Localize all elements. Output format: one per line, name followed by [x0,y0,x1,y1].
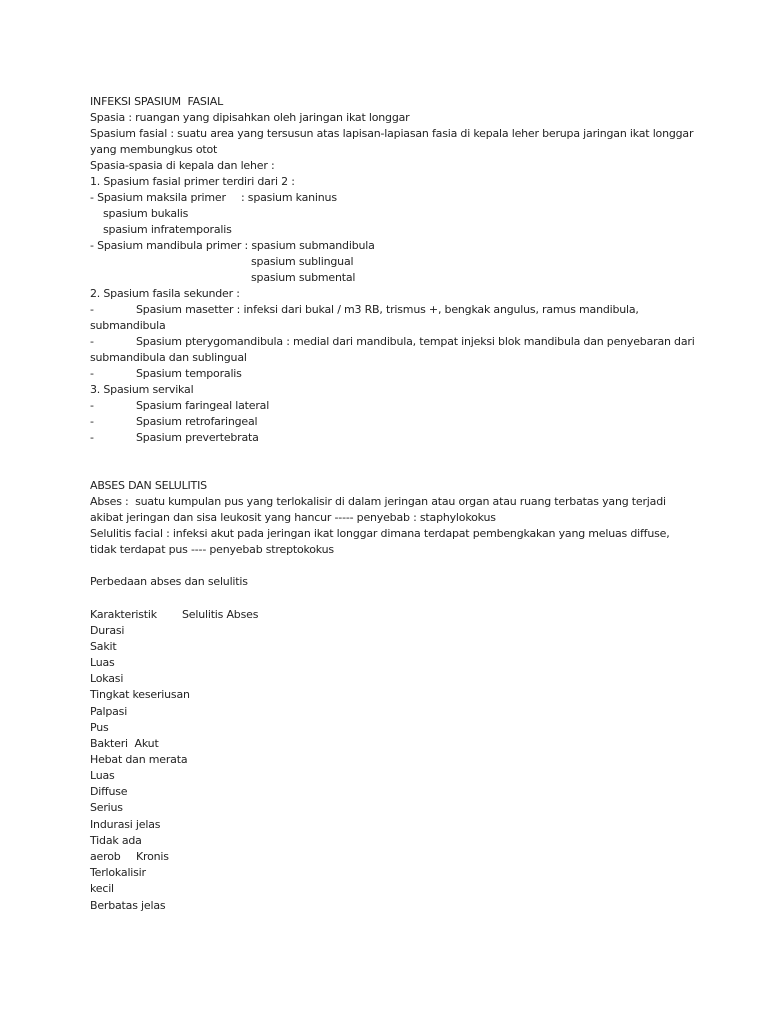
text-line: Perbedaan abses dan selulitis [90,575,248,588]
text-line: spasium sublingual [251,255,354,268]
table-row: Bakteri Akut [90,737,159,750]
text-line: - Spasium mandibula primer : spasium submandibula [90,239,375,252]
table-row: Serius [90,801,123,814]
text-line: Spasia : ruangan yang dipisahkan oleh jaringan ikat longgar [90,111,410,124]
text-line: Spasium temporalis [136,367,242,380]
text-line: - Spasium maksila primer [90,191,226,204]
text-line: Abses : suatu kumpulan pus yang terlokalisir di dalam jeringan atau organ atau ruang terbatas yang terjadi [90,495,666,508]
bullet-dash: - [90,335,94,348]
text-line: akibat jeringan dan sisa leukosit yang hancur ----- penyebab : staphylokokus [90,511,496,524]
text-line: 1. Spasium fasial primer terdiri dari 2 : [90,175,295,188]
text-line: Spasium fasial : suatu area yang tersusun atas lapisan-lapiasan fasia di kepala leher berupa jaringan ikat longgar [90,127,694,140]
table-row: Berbatas jelas [90,899,166,912]
text-line: submandibula [90,319,166,332]
table-row: aerob [90,850,121,863]
text-line: : spasium kaninus [241,191,337,204]
table-row: Diffuse [90,785,128,798]
table-row: Sakit [90,640,117,653]
table-header-karakteristik: Karakteristik [90,608,157,621]
table-row: Luas [90,769,115,782]
bullet-dash: - [90,367,94,380]
text-line: Selulitis facial : infeksi akut pada jeringan ikat longgar dimana terdapat pembengkakan yang meluas diffuse, [90,527,670,540]
bullet-dash: - [90,415,94,428]
text-line: 2. Spasium fasila sekunder : [90,287,240,300]
table-row-value: Kronis [136,850,169,863]
table-row: Hebat dan merata [90,753,188,766]
text-line: Spasium pterygomandibula : medial dari mandibula, tempat injeksi blok mandibula dan penyebaran dari [136,335,695,348]
table-row: Tidak ada [90,834,142,847]
text-line: spasium infratemporalis [103,223,232,236]
text-line: Spasium prevertebrata [136,431,259,444]
table-row: Terlokalisir [90,866,146,879]
text-line: spasium submental [251,271,356,284]
table-row: Luas [90,656,115,669]
text-line: Spasium masetter : infeksi dari bukal / m3 RB, trismus +, bengkak angulus, ramus mandibula, [136,303,639,316]
table-row: Durasi [90,624,125,637]
bullet-dash: - [90,431,94,444]
table-row: Palpasi [90,705,128,718]
text-line: submandibula dan sublingual [90,351,247,364]
table-row: Indurasi jelas [90,818,161,831]
section-title-abses: ABSES DAN SELULITIS [90,479,207,492]
table-header-selulitis-abses: Selulitis Abses [182,608,259,621]
section-title-infeksi: INFEKSI SPASIUM FASIAL [90,95,224,108]
table-row: Lokasi [90,672,124,685]
text-line: spasium bukalis [103,207,189,220]
text-line: 3. Spasium servikal [90,383,194,396]
table-row: Pus [90,721,109,734]
text-line: Spasium faringeal lateral [136,399,270,412]
text-line: Spasia-spasia di kepala dan leher : [90,159,275,172]
text-line: yang membungkus otot [90,143,218,156]
bullet-dash: - [90,399,94,412]
bullet-dash: - [90,303,94,316]
table-row: Tingkat keseriusan [90,688,190,701]
text-line: tidak terdapat pus ---- penyebab streptokokus [90,543,334,556]
table-row: kecil [90,882,114,895]
text-line: Spasium retrofaringeal [136,415,258,428]
